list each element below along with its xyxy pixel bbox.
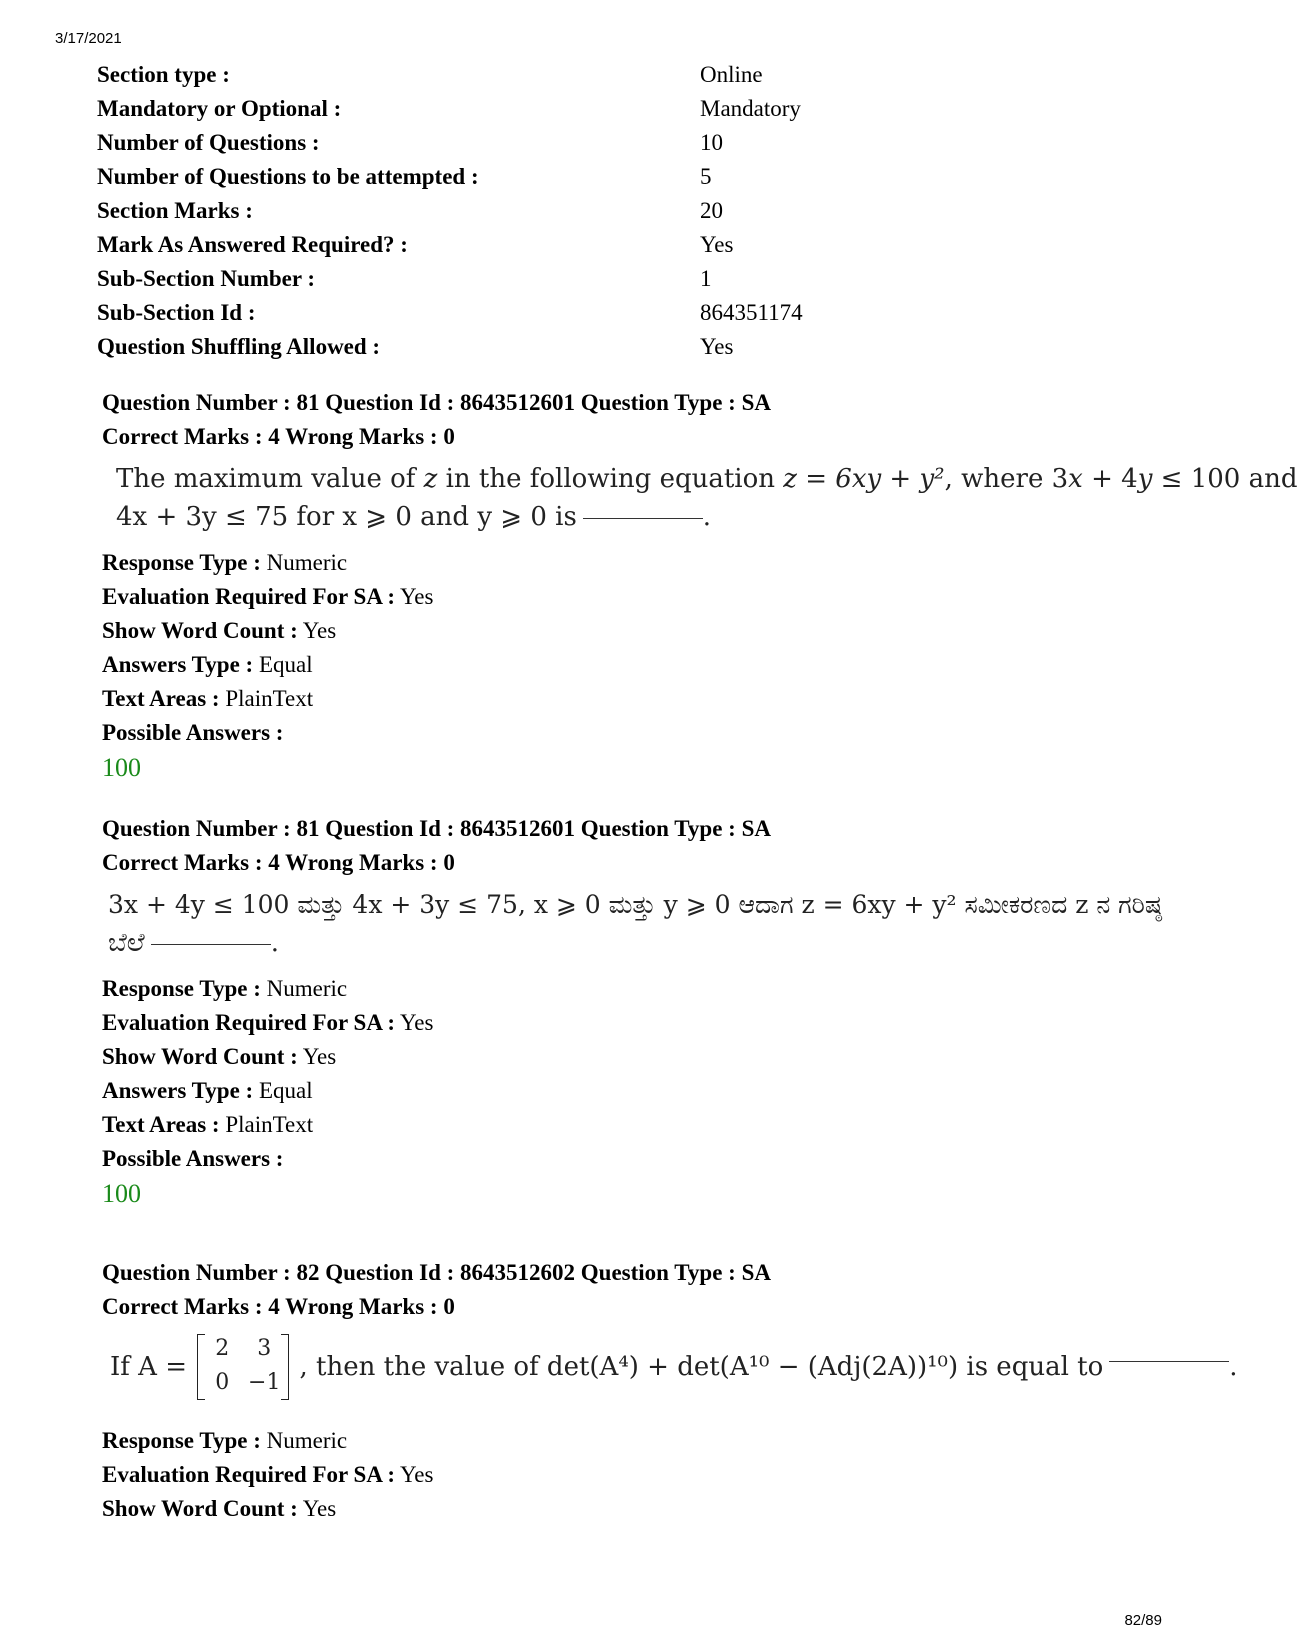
show-word-count: Show Word Count : Yes — [102, 618, 337, 643]
section-info-row — [97, 126, 857, 160]
section-info-label: Question Shuffling Allowed : — [97, 334, 381, 359]
answer-blank — [151, 944, 271, 945]
section-info-value: Yes — [700, 232, 734, 257]
matrix-cell: 2 — [215, 1336, 230, 1361]
question-marks: Correct Marks : 4 Wrong Marks : 0 — [102, 424, 455, 449]
question-text-part: If A = — [110, 1352, 187, 1382]
question-text-part: 4x + 3y ≤ 75 for x ⩾ 0 and y ⩾ 0 is — [116, 502, 577, 532]
section-info-label: Sub-Section Number : — [97, 266, 316, 291]
question-block — [102, 812, 1202, 1212]
question-text — [102, 454, 1298, 546]
question-text-part: + 4 — [1082, 464, 1138, 494]
section-info-row — [97, 296, 857, 330]
section-info-row — [97, 262, 857, 296]
section-info-value: 10 — [700, 130, 723, 155]
question-text-part: y — [1137, 464, 1153, 494]
section-info-value: 864351174 — [700, 300, 803, 325]
question-header: Question Number : 82 Question Id : 8643512602 Question Type : SA — [102, 1260, 771, 1285]
show-word-count: Show Word Count : Yes — [102, 1044, 337, 1069]
section-info-label: Number of Questions to be attempted : — [97, 164, 479, 189]
question-marks: Correct Marks : 4 Wrong Marks : 0 — [102, 1294, 455, 1319]
possible-answers-label: Possible Answers : — [102, 720, 284, 745]
evaluation-required: Evaluation Required For SA : Yes — [102, 1010, 434, 1035]
response-type: Response Type : Numeric — [102, 550, 348, 575]
question-header: Question Number : 81 Question Id : 8643512601 Question Type : SA — [102, 816, 771, 841]
question-text-part: x — [1068, 464, 1083, 494]
matrix — [197, 1334, 289, 1400]
section-info-label: Mark As Answered Required? : — [97, 232, 408, 257]
section-info-row — [97, 330, 857, 364]
section-info — [97, 58, 857, 364]
section-info-label: Section type : — [97, 62, 230, 87]
section-info-label: Sub-Section Id : — [97, 300, 256, 325]
section-info-value: Yes — [700, 334, 734, 359]
answers-type: Answers Type : Equal — [102, 1078, 313, 1103]
section-info-row — [97, 160, 857, 194]
question-text-part: , where 3 — [944, 464, 1069, 494]
response-type: Response Type : Numeric — [102, 976, 348, 1001]
section-info-value: 5 — [700, 164, 712, 189]
section-info-row — [97, 194, 857, 228]
answer-blank — [1109, 1361, 1229, 1362]
question-block — [102, 1256, 1238, 1526]
question-text-part: ಬೆಲೆ — [108, 928, 145, 958]
question-text-line — [116, 464, 1298, 494]
answers-type: Answers Type : Equal — [102, 652, 313, 677]
matrix-cell: −1 — [248, 1370, 281, 1395]
question-text — [102, 880, 1202, 972]
section-info-label: Mandatory or Optional : — [97, 96, 342, 121]
possible-answer: 100 — [102, 753, 141, 782]
question-text-part: , then the value of det(A⁴) + det(A¹⁰ − (Adj(2A))¹⁰) is equal to — [299, 1352, 1104, 1382]
evaluation-required: Evaluation Required For SA : Yes — [102, 1462, 434, 1487]
evaluation-required: Evaluation Required For SA : Yes — [102, 584, 434, 609]
question-text-line: If A = 2 3 0 −1 , then the value of det(A⁴) + det(A¹⁰ − (Adj(2A))¹⁰) is equal to . — [110, 1334, 1238, 1404]
section-info-row — [97, 92, 857, 126]
section-info-value: 1 — [700, 266, 712, 291]
question-text-part: ≤ 100 and — [1152, 464, 1298, 494]
section-info-label: Number of Questions : — [97, 130, 320, 155]
question-text-line: 4x + 3y ≤ 75 for x ⩾ 0 and y ⩾ 0 is . — [116, 502, 712, 532]
question-header: Question Number : 81 Question Id : 8643512601 Question Type : SA — [102, 390, 771, 415]
text-areas: Text Areas : PlainText — [102, 1112, 314, 1137]
question-text-part: z = 6xy + y² — [783, 464, 945, 494]
matrix-bracket — [197, 1334, 205, 1400]
section-info-value: 20 — [700, 198, 723, 223]
possible-answer: 100 — [102, 1179, 141, 1208]
question-marks: Correct Marks : 4 Wrong Marks : 0 — [102, 850, 455, 875]
section-info-row — [97, 228, 857, 262]
answer-blank — [583, 518, 703, 519]
section-info-value: Online — [700, 62, 763, 87]
page-number: 82/89 — [1124, 1612, 1162, 1629]
text-areas: Text Areas : PlainText — [102, 686, 314, 711]
section-info-row — [97, 58, 857, 92]
question-text-line: 3x + 4y ≤ 100 ಮತ್ತು 4x + 3y ≤ 75, x ⩾ 0 ಮತ್ತು y ⩾ 0 ಆದಾಗ z = 6xy + y² ಸಮೀಕರಣದ z ನ ಗರಿಷ್ಠ — [108, 890, 1162, 919]
question-text-line: ಬೆಲೆ . — [108, 928, 279, 958]
matrix-cell: 0 — [215, 1370, 230, 1395]
matrix-cell: 3 — [257, 1336, 272, 1361]
response-type: Response Type : Numeric — [102, 1428, 348, 1453]
question-text-part: in the following equation — [437, 464, 784, 494]
section-info-value: Mandatory — [700, 96, 801, 121]
possible-answers-label: Possible Answers : — [102, 1146, 284, 1171]
question-block — [102, 386, 1298, 786]
section-info-label: Section Marks : — [97, 198, 253, 223]
question-text-part: The maximum value of — [116, 464, 424, 494]
page-date: 3/17/2021 — [55, 30, 122, 47]
question-text — [102, 1324, 1238, 1424]
matrix-bracket — [281, 1334, 289, 1400]
question-text-part: z — [423, 464, 438, 494]
show-word-count: Show Word Count : Yes — [102, 1496, 337, 1521]
